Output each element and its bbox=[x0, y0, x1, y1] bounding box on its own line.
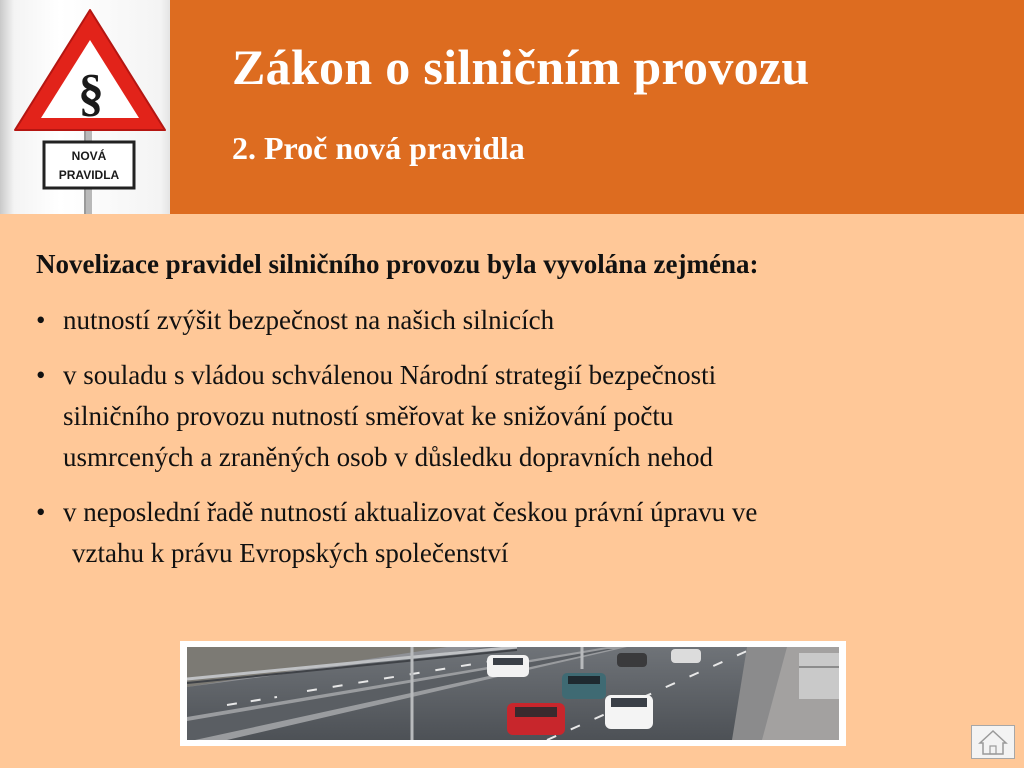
content-body bbox=[36, 244, 986, 588]
bullet-line: silničního provozu nutností směřovat ke snižování počtu bbox=[63, 401, 674, 431]
page-subtitle: 2. Proč nová pravidla bbox=[232, 130, 525, 166]
bullet-item bbox=[36, 300, 986, 341]
header-banner bbox=[0, 0, 1024, 214]
bullet-line: v souladu s vládou schválenou Národní strategií bezpečnosti bbox=[63, 360, 717, 390]
bullet-item bbox=[36, 355, 986, 478]
sign-plate-line2: PRAVIDLA bbox=[58, 168, 120, 182]
bullet-line: v neposlední řadě nutností aktualizovat českou právní úpravu ve bbox=[63, 497, 758, 527]
page-title: Zákon o silničním provozu bbox=[232, 39, 810, 95]
bullet-line: usmrcených a zraněných osob v důsledku dopravních nehod bbox=[63, 442, 714, 472]
bullet-line: vztahu k právu Evropských společenství bbox=[72, 538, 509, 568]
bullet-line: nutností zvýšit bezpečnost na našich silnicích bbox=[63, 305, 555, 335]
highway-photo-frame bbox=[180, 641, 846, 746]
bullet-mark: • bbox=[36, 305, 46, 335]
bullet-item bbox=[36, 492, 986, 574]
bullet-mark: • bbox=[36, 360, 46, 390]
sign-panel bbox=[0, 0, 170, 214]
bullet-mark: • bbox=[36, 497, 46, 527]
intro-text: Novelizace pravidel silničního provozu byla vyvolána zejména: bbox=[36, 249, 759, 279]
home-icon bbox=[972, 726, 1014, 758]
sign-plate-line1: NOVÁ bbox=[71, 149, 107, 163]
sign-symbol: § bbox=[78, 65, 104, 122]
home-button[interactable] bbox=[971, 725, 1015, 759]
highway-photo bbox=[187, 647, 839, 740]
warning-sign-icon bbox=[0, 0, 170, 214]
